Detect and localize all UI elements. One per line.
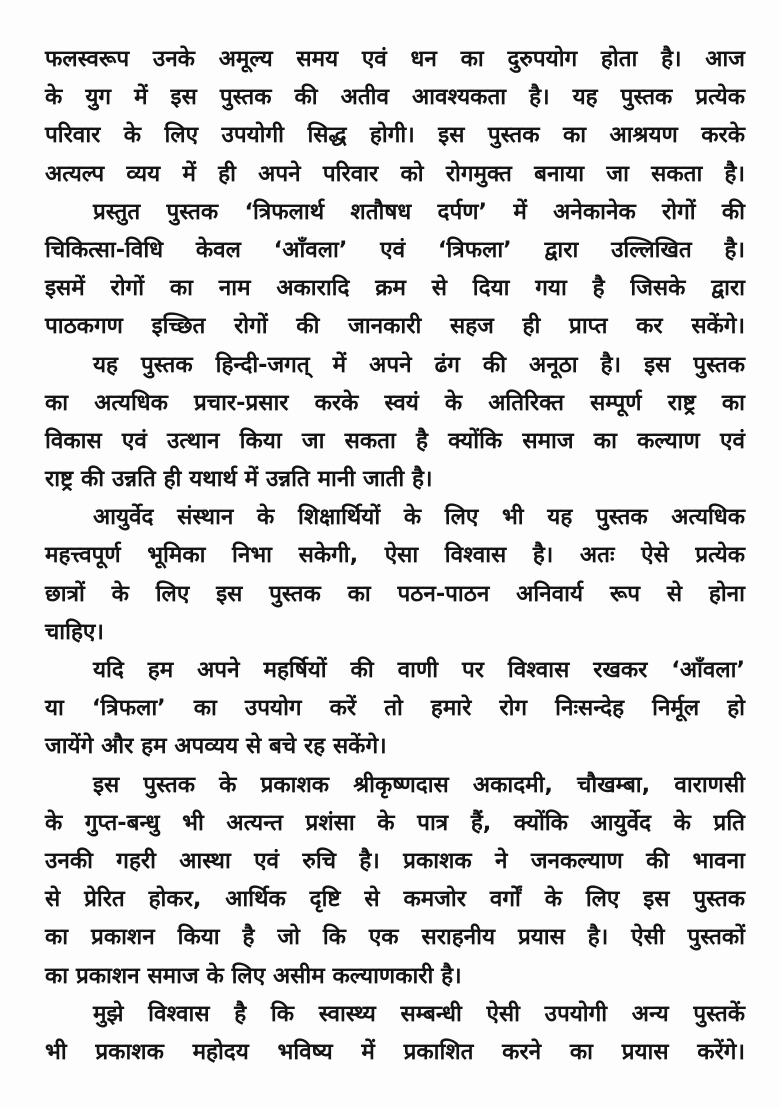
text-line: के गुप्त-बन्धु भी अत्यन्त प्रशंसा के पात्र हैं, क्योंकि आयुर्वेद के प्रति [45,809,745,836]
text-line: जायेंगे और हम अपव्यय से बचे रह सकेंगे। [45,733,387,760]
paragraph-4 [45,498,745,651]
text-line: परिवार के लिए उपयोगी सिद्ध होगी। इस पुस्तक का आश्रयण करके [45,122,745,149]
text-line: फलस्वरूप उनके अमूल्य समय एवं धन का दुरुपयोग होता है। आज [45,46,745,72]
text-line: चाहिए। [45,618,104,645]
paragraph-7 [45,995,745,1071]
text-line: पाठकगण इच्छित रोगों की जानकारी सहज ही प्राप्त कर सकेंगे। [45,313,745,340]
text-line: का प्रकाशन किया है जो कि एक सराहनीय प्रयास है। ऐसी पुस्तकों [45,924,745,951]
text-line: प्रस्तुत पुस्तक ‘त्रिफलार्थ शतौषध दर्पण’ में अनेकानेक रोगों की [93,198,745,225]
text-line: इस पुस्तक के प्रकाशक श्रीकृष्णदास अकादमी, चौखम्बा, वाराणसी [93,771,745,798]
text-line: इसमें रोगों का नाम अकारादि क्रम से दिया गया है जिसके द्वारा [45,275,745,302]
text-line: अत्यल्प व्यय में ही अपने परिवार को रोगमुक्त बनाया जा सकता है। [45,160,745,187]
text-line: चिकित्सा-विधि केवल ‘आँवला’ एवं ‘त्रिफला’ द्वारा उल्लिखित है। [45,236,745,263]
text-line: उनकी गहरी आस्था एवं रुचि है। प्रकाशक ने जनकल्याण की भावना [45,847,745,874]
paragraph-5 [45,651,745,766]
text-line: का अत्यधिक प्रचार-प्रसार करके स्वयं के अतिरिक्त सम्पूर्ण राष्ट्र का [45,389,745,416]
paragraph-1 [45,40,745,193]
text-line: का प्रकाशन समाज के लिए असीम कल्याणकारी है। [45,962,462,989]
text-line: राष्ट्र की उन्नति ही यथार्थ में उन्नति मानी जाती है। [45,466,433,493]
text-line: के युग में इस पुस्तक की अतीव आवश्यकता है। यह पुस्तक प्रत्येक [45,84,745,111]
text-line: विकास एवं उत्थान किया जा सकता है क्योंकि समाज का कल्याण एवं [45,427,745,454]
text-line: मुझे विश्वास है कि स्वास्थ्य सम्बन्धी ऐसी उपयोगी अन्य पुस्तकें [93,1000,745,1027]
text-line: भी प्रकाशक महोदय भविष्य में प्रकाशित करने का प्रयास करेंगे। [45,1038,745,1065]
page-body-text [45,40,745,1071]
paragraph-3 [45,346,745,499]
paragraph-6 [45,766,745,995]
text-line: छात्रों के लिए इस पुस्तक का पठन-पाठन अनिवार्य रूप से होना [45,580,745,607]
text-line: यदि हम अपने महर्षियों की वाणी पर विश्वास रखकर ‘आँवला’ [93,657,745,683]
text-line: या ‘त्रिफला’ का उपयोग करें तो हमारे रोग निःसन्देह निर्मूल हो [45,695,745,722]
text-line: यह पुस्तक हिन्दी-जगत् में अपने ढंग की अनूठा है। इस पुस्तक [93,351,745,378]
text-line: आयुर्वेद संस्थान के शिक्षार्थियों के लिए भी यह पुस्तक अत्यधिक [93,504,745,531]
paragraph-2 [45,193,745,346]
text-line: महत्त्वपूर्ण भूमिका निभा सकेगी, ऐसा विश्वास है। अतः ऐसे प्रत्येक [45,542,745,569]
text-line: से प्रेरित होकर, आर्थिक दृष्टि से कमजोर वर्गों के लिए इस पुस्तक [45,886,745,913]
